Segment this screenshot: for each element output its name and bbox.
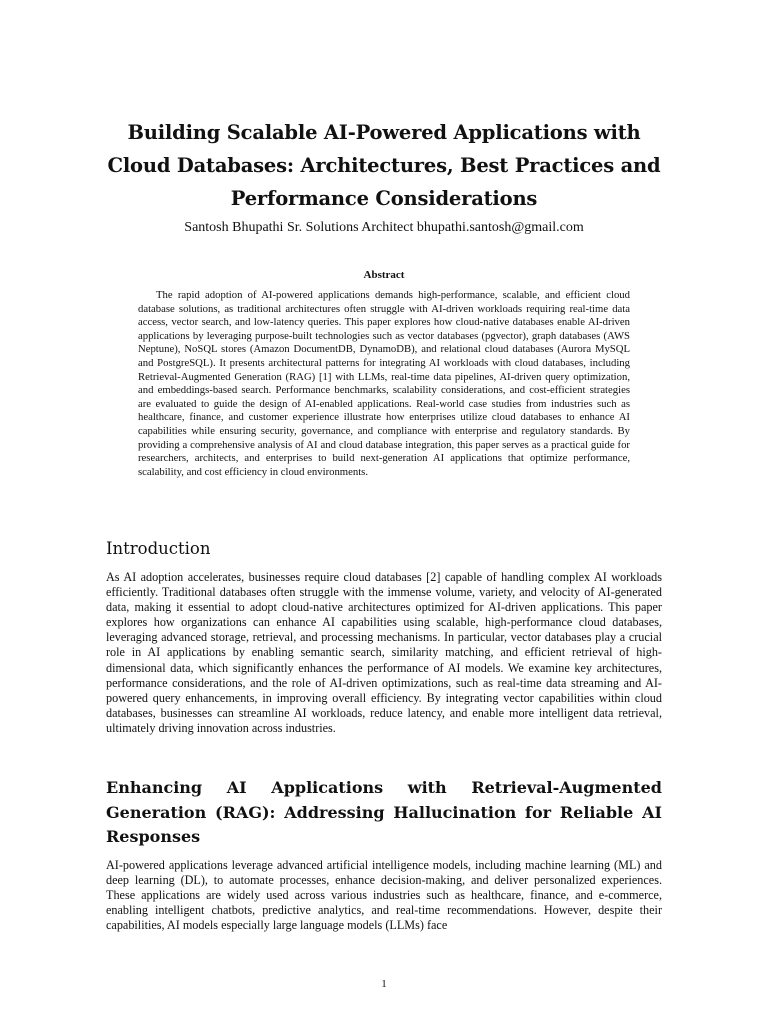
page-number: 1 (381, 978, 387, 990)
section-heading-rag: Enhancing AI Applications with Retrieval-Augmented Generation (RAG): Addressing Hallucination for Reliable AI Responses (106, 778, 662, 846)
paper-title: Building Scalable AI-Powered Applications with Cloud Databases: Architectures, Best Practices and Performance Considerations (107, 121, 661, 210)
section-heading-introduction: Introduction (106, 539, 211, 558)
section-body-rag: AI-powered applications leverage advanced artificial intelligence models, including machine learning (ML) and deep learning (DL), to automate processes, enhance decision-making, and deliver personalized experiences. These applications are widely used across various industries such as healthcare, finance, and e-commerce, enabling intelligent chatbots, predictive analytics, and real-time recommendations. However, despite their capabilities, AI models especially large language models (LLMs) face (106, 858, 662, 933)
abstract-heading: Abstract (363, 269, 405, 281)
author-line: Santosh Bhupathi Sr. Solutions Architect bhupathi.santosh@gmail.com (184, 220, 584, 235)
section-body-introduction: As AI adoption accelerates, businesses require cloud databases [2] capable of handling complex AI workloads efficiently. Traditional databases often struggle with the immense volume, variety, and velocity of AI-generated data, making it essential to adopt cloud-native architectures optimized for AI-driven applications. This paper explores how organizations can enhance AI capabilities using scalable, high-performance cloud databases, leveraging advanced storage, retrieval, and processing mechanisms. In particular, vector databases play a crucial role in AI applications by enabling semantic search, similarity matching, and efficient retrieval of high-dimensional data, which significantly enhances the performance of AI models. We examine key architectures, performance considerations, and the role of AI-driven optimizations, such as real-time data streaming and AI-powered query enhancements, in improving overall efficiency. By integrating vector capabilities within cloud databases, businesses can streamline AI workloads, reduce latency, and enable more intelligent data retrieval, ultimately driving innovation across industries. (106, 570, 662, 735)
abstract-body: The rapid adoption of AI-powered applications demands high-performance, scalable, and efficient cloud database solutions, as traditional architectures often struggle with AI-driven workloads requiring real-time data access, vector search, and low-latency queries. This paper explores how cloud-native databases enable AI-driven applications by leveraging purpose-built technologies such as vector databases (pgvector), graph databases (AWS Neptune), NoSQL stores (Amazon DocumentDB, DynamoDB), and relational cloud databases (Aurora MySQL and PostgreSQL). It presents architectural patterns for integrating AI workloads with cloud databases, including Retrieval-Augmented Generation (RAG) [1] with LLMs, real-time data pipelines, AI-driven query optimization, and embeddings-based search. Performance benchmarks, scalability considerations, and cost-efficient strategies are evaluated to guide the design of AI-enabled applications. Real-world case studies from industries such as healthcare, finance, and customer experience illustrate how enterprises utilize cloud databases to enhance AI capabilities while ensuring security, governance, and compliance with enterprise and regulatory standards. By providing a comprehensive analysis of AI and cloud database integration, this paper serves as a practical guide for researchers, architects, and enterprises to build next-generation AI applications that optimize performance, scalability, and cost efficiency in cloud environments. (138, 289, 630, 478)
